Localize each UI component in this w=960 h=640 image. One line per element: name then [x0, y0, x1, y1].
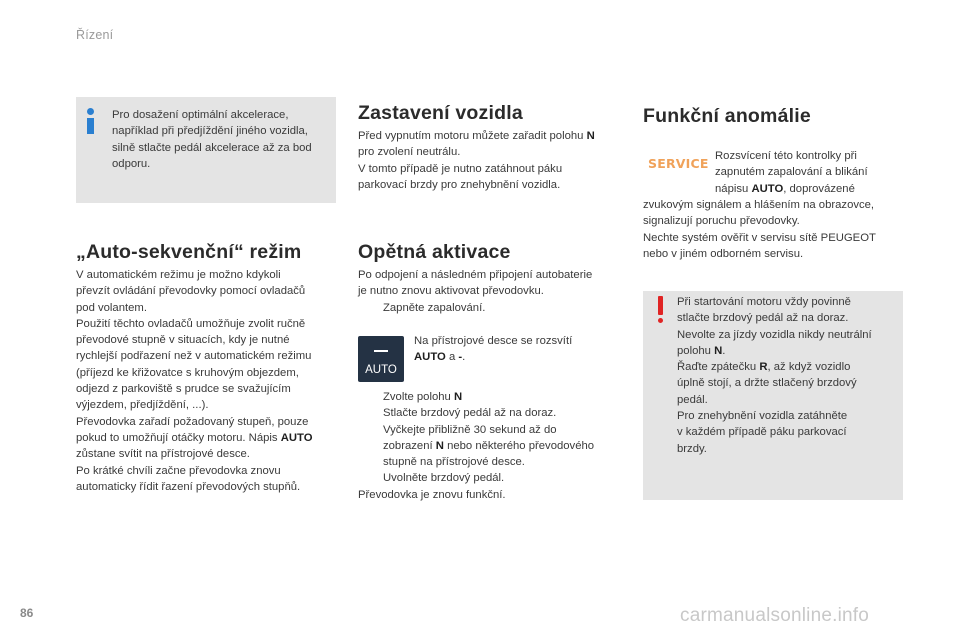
step-text: Zvolte polohu	[383, 391, 454, 403]
step-text: zobrazení	[383, 439, 436, 452]
gear-n-bold: N	[714, 344, 723, 357]
text-line: V automatickém režimu je možno kdykoli	[76, 269, 281, 281]
step-item	[358, 470, 623, 486]
stop-body	[358, 128, 623, 193]
auto-bold: AUTO	[751, 182, 784, 195]
stop-title: Zastavení vozidla	[358, 102, 523, 124]
auto-indicator-icon	[358, 336, 404, 382]
text-line: je nutno znovu aktivovat převodovku.	[358, 285, 544, 298]
text-line: zvukovým signálem a hlášením na obrazovce,	[643, 199, 875, 211]
info-line: odporu.	[112, 157, 151, 170]
warning-text	[677, 294, 895, 457]
gear-n-bold: N	[435, 439, 444, 452]
text-line: Po odpojení a následném připojení autobaterie	[358, 269, 593, 281]
text-line: Rozsvícení této kontrolky při	[715, 150, 857, 162]
text-span: a	[445, 351, 459, 364]
text-line: v každém případě páku parkovací	[677, 426, 847, 439]
text-line: pod volantem.	[76, 301, 147, 314]
text-line: převodové stupně v situacích, kdy je nutné	[76, 334, 290, 347]
text-span: .	[462, 351, 466, 364]
text-line: parkovací brzdy pro znehybnění vozidla.	[358, 178, 561, 191]
text-span: nápisu	[715, 182, 752, 195]
text-span: pokud to umožňují otáčky motoru. Nápis	[76, 431, 281, 444]
text-line: úplně stojí, a držte stlačený brzdový	[677, 377, 857, 390]
text-line: Při startování motoru vždy povinně	[677, 296, 851, 308]
text-span: Před vypnutím motoru můžete zařadit polohu	[358, 130, 587, 142]
text-line: Pro znehybnění vozidla zatáhněte	[677, 410, 848, 423]
text-line: zůstane svítit na přístrojové desce.	[76, 448, 250, 461]
text-line: V tomto případě je nutno zatáhnout páku	[358, 162, 563, 175]
reactivation-steps	[358, 389, 623, 503]
text-line: pedál.	[677, 393, 708, 406]
page-number: 86	[20, 606, 34, 620]
info-line: silně stlačte pedál akcelerace až za bod	[112, 141, 312, 154]
step-item	[358, 422, 623, 471]
auto-seq-title: „Auto-sekvenční“ režim	[76, 241, 302, 263]
text-line	[76, 430, 338, 446]
text-line	[677, 359, 895, 375]
warning-box	[643, 291, 903, 500]
service-warning-icon: SERVICE	[648, 156, 709, 171]
text-line: výjezdem, předjíždění, ...).	[76, 399, 209, 412]
text-line: (příjezd ke křižovatce s kruhovým objezdem,	[76, 366, 299, 379]
exclamation-icon	[658, 296, 664, 324]
text-line: Nechte systém ověřit v servisu sítě PEUGEOT	[643, 231, 876, 244]
gear-r-bold: R	[759, 361, 768, 374]
text-line	[358, 128, 623, 144]
auto-bold: AUTO	[280, 431, 313, 444]
text-line: stlačte brzdový pedál až na doraz.	[677, 312, 849, 325]
text-line: převzít ovládání převodovky pomocí ovladačů	[76, 285, 306, 298]
text-line: nebo v jiném odborném servisu.	[643, 247, 804, 260]
text-line: signalizují poruchu převodovky.	[643, 215, 800, 228]
text-line: Převodovka je znovu funkční.	[358, 488, 506, 501]
step-item	[358, 405, 623, 421]
step-item	[358, 389, 623, 405]
text-line: Převodovka zařadí požadovaný stupeň, pouze	[76, 415, 309, 428]
section-header: Řízení	[76, 28, 114, 42]
step-text: Zapněte zapalování.	[383, 301, 486, 314]
auto-indicator-label: AUTO	[365, 364, 397, 376]
auto-bold: AUTO	[414, 351, 446, 364]
info-line: například při předjíždění jiného vozidla,	[112, 125, 308, 138]
text-span: , doprovázené	[783, 182, 855, 195]
text-span: .	[722, 344, 726, 357]
info-icon	[84, 108, 98, 134]
text-line	[715, 181, 905, 197]
text-span: polohu	[677, 344, 715, 357]
text-line: Použití těchto ovladačů umožňuje zvolit ručně	[76, 317, 306, 330]
info-box	[76, 97, 336, 203]
step-item	[358, 300, 623, 316]
gear-n-bold: N	[586, 130, 595, 142]
info-line: Pro dosažení optimální akcelerace,	[112, 109, 289, 121]
text-line: Nevolte za jízdy vozidla nikdy neutrální	[677, 328, 872, 341]
text-span: , až když vozidlo	[767, 361, 851, 374]
info-text	[112, 107, 330, 172]
anomaly-text-top	[715, 148, 905, 197]
text-span: Řaďte zpátečku	[677, 361, 760, 374]
anomaly-text-bottom	[643, 197, 905, 262]
step-text: Stlačte brzdový pedál až na doraz.	[383, 407, 557, 420]
step-text: Vyčkejte přibližně 30 sekund až do	[383, 423, 557, 436]
reactivation-intro	[358, 267, 623, 316]
text-line: rychlejší podřazení než v automatickém režimu	[76, 350, 312, 363]
watermark: carmanualsonline.info	[680, 605, 870, 626]
text-line: pro zvolení neutrálu.	[358, 146, 461, 159]
dash-bold: -	[458, 351, 463, 364]
text-line: zapnutém zapalování a blikání	[715, 166, 868, 179]
auto-indicator-text	[414, 333, 619, 366]
step-text: Uvolněte brzdový pedál.	[383, 472, 505, 485]
text-line: Po krátké chvíli začne převodovka znovu	[76, 464, 281, 477]
anomaly-title: Funkční anomálie	[643, 105, 811, 127]
text-line	[677, 343, 895, 359]
step-text: nebo některého převodového	[443, 439, 595, 452]
text-line: brzdy.	[677, 442, 707, 455]
text-line: automaticky řídit řazení převodových stupňů.	[76, 480, 301, 493]
reactivation-title: Opětná aktivace	[358, 241, 511, 263]
text-line	[414, 349, 619, 365]
step-text: stupně na přístrojové desce.	[383, 456, 525, 469]
gear-n-bold: N	[453, 391, 463, 403]
text-line: Na přístrojové desce se rozsvítí	[414, 335, 573, 347]
auto-seq-body	[76, 267, 338, 495]
text-line: odjezd z parkoviště s prudce se svažujícím	[76, 383, 291, 396]
